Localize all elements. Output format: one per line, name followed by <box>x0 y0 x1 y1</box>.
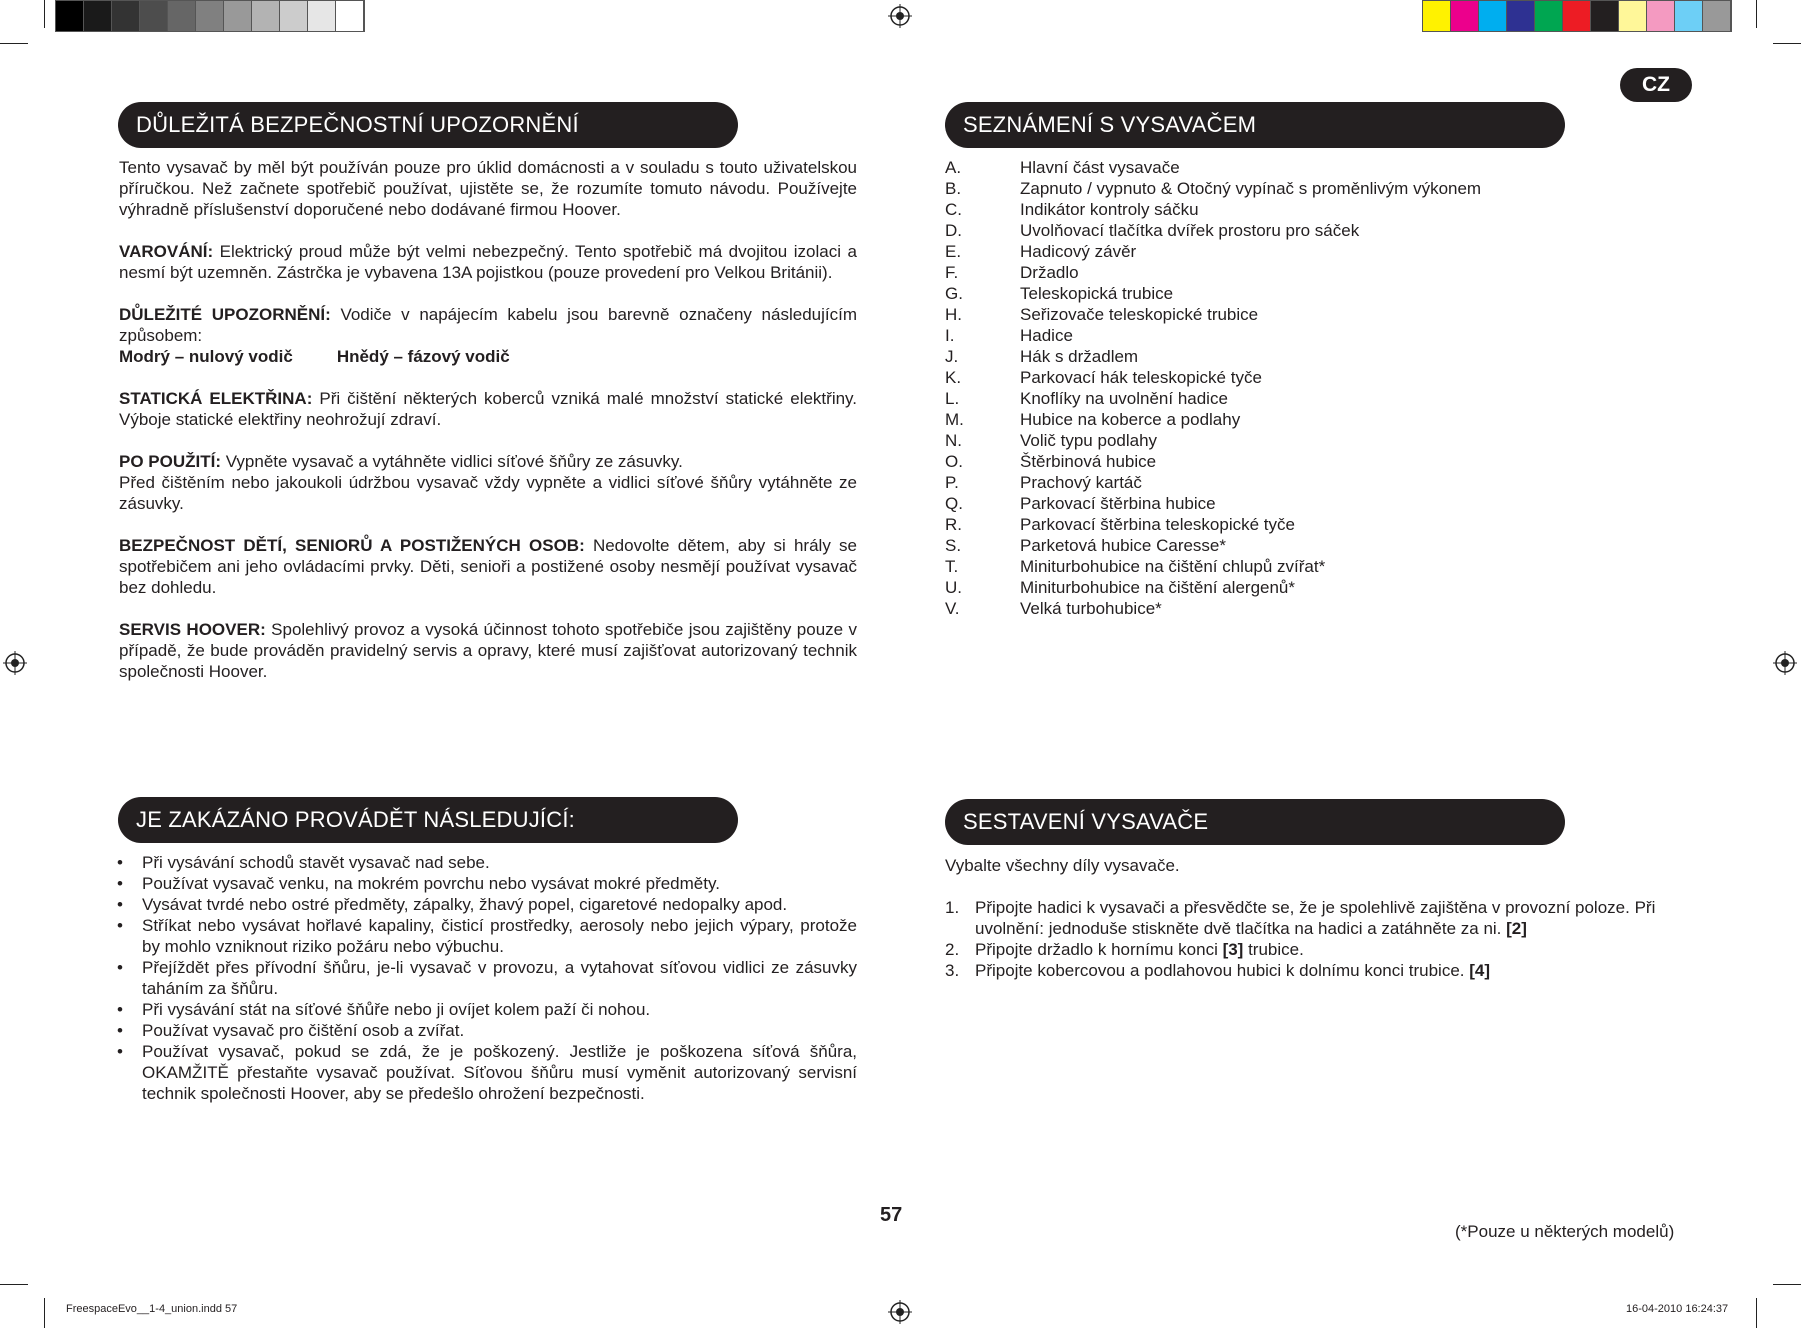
step-text <box>975 897 1685 939</box>
color-swatch <box>1451 1 1479 31</box>
component-letter: U. <box>945 578 962 597</box>
component-item <box>945 556 1665 577</box>
gray-swatch <box>196 1 224 31</box>
language-tab: CZ <box>1620 68 1692 102</box>
component-letter: E. <box>945 242 962 261</box>
component-letter: S. <box>945 536 962 555</box>
component-item <box>945 577 1665 598</box>
component-item <box>945 220 1665 241</box>
color-swatch <box>1703 1 1731 31</box>
forbidden-section-header: JE ZAKÁZÁNO PROVÁDĚT NÁSLEDUJÍCÍ: <box>118 797 738 843</box>
component-item <box>945 346 1665 367</box>
assembly-steps <box>945 897 1685 981</box>
component-name: Zapnuto / vypnuto & Otočný vypínač s proměnlivým výkonem <box>1020 179 1482 198</box>
forbidden-text: Při vysávání stát na síťové šňůře nebo ji ovíjet kolem paží či nohou. <box>142 1000 651 1019</box>
step-body: Připojte držadlo k hornímu konci <box>975 940 1223 959</box>
component-letter: P. <box>945 473 959 492</box>
crop-mark <box>44 0 45 28</box>
registration-mark-icon <box>1773 651 1797 675</box>
component-letter: N. <box>945 431 962 450</box>
forbidden-text: Vysávat tvrdé nebo ostré předměty, zápalky, žhavý popel, cigaretové nedopalky apod. <box>142 895 788 914</box>
component-name: Parkovací štěrbina hubice <box>1020 494 1216 513</box>
important-paragraph: DŮLEŽITÉ UPOZORNĚNÍ: Vodiče v napájecím kabelu jsou barevně označeny následujícím způsobem: <box>119 305 857 345</box>
assembly-section-header: SESTAVENÍ VYSAVAČE <box>945 799 1565 845</box>
component-item <box>945 472 1665 493</box>
crop-mark <box>1773 43 1801 44</box>
component-item <box>945 262 1665 283</box>
gray-swatch <box>112 1 140 31</box>
component-name: Štěrbinová hubice <box>1020 452 1157 471</box>
step-text <box>975 960 1490 981</box>
step-number: 2. <box>945 940 960 959</box>
component-item <box>945 493 1665 514</box>
bullet-icon: • <box>117 1042 123 1061</box>
components-list <box>945 157 1665 619</box>
component-item <box>945 535 1665 556</box>
gray-swatch <box>168 1 196 31</box>
component-item <box>945 304 1665 325</box>
components-section-header: SEZNÁMENÍ S VYSAVAČEM <box>945 102 1565 148</box>
component-name: Miniturbohubice na čištění chlupů zvířat* <box>1020 557 1326 576</box>
color-swatch <box>1647 1 1675 31</box>
color-control-bar <box>1422 0 1732 32</box>
color-swatch <box>1535 1 1563 31</box>
forbidden-text: Používat vysavač, pokud se zdá, že je poškozený. Jestliže je poškozena síťová šňůra, OKAMŽITĚ přestaňte vysavač používat. Síťovou šňůru musí vyměnit autorizovaný servisní technik společnosti Hoover, aby se předešlo ohrožení bezpečnosti. <box>142 1042 857 1103</box>
step-text <box>975 939 1304 960</box>
warning-paragraph: VAROVÁNÍ: Elektrický proud může být velmi nebezpečný. Tento spotřebič má dvojitou izolaci a nesmí být uzemněn. Zástrčka je vybavena 13A pojistkou (pouze provedení pro Velkou Británii). <box>119 242 857 282</box>
forbidden-list <box>117 852 857 1104</box>
bullet-icon: • <box>117 895 123 914</box>
figure-reference: [2] <box>1506 919 1527 938</box>
component-letter: D. <box>945 221 962 240</box>
component-name: Hadice <box>1020 326 1073 345</box>
component-name: Parketová hubice Caresse* <box>1020 536 1227 555</box>
component-name: Hlavní část vysavače <box>1020 158 1180 177</box>
crop-mark <box>1756 0 1757 28</box>
registration-mark-icon <box>3 651 27 675</box>
after-use-paragraph: PO POUŽITÍ: Vypněte vysavač a vytáhněte vidlici síťové šňůry ze zásuvky. <box>119 452 683 471</box>
component-name: Hubice na koberce a podlahy <box>1020 410 1241 429</box>
component-letter: G. <box>945 284 963 303</box>
gray-swatch <box>280 1 308 31</box>
bullet-icon: • <box>117 1000 123 1019</box>
step-number: 1. <box>945 898 960 917</box>
assembly-section <box>945 855 1685 981</box>
bullet-icon: • <box>117 1021 123 1040</box>
component-letter: C. <box>945 200 962 219</box>
component-name: Hák s držadlem <box>1020 347 1139 366</box>
component-letter: Q. <box>945 494 963 513</box>
component-letter: M. <box>945 410 964 429</box>
children-paragraph: BEZPEČNOST DĚTÍ, SENIORŮ A POSTIŽENÝCH OSOB: Nedovolte dětem, aby si hrály se spotřebičem ani jeho ovládacími prvky. Děti, senioři a postižené osoby nesmějí používat vysavač bez dohledu. <box>119 536 857 597</box>
wire-colors <box>119 346 857 367</box>
forbidden-item <box>117 894 857 915</box>
component-item <box>945 283 1665 304</box>
component-item <box>945 598 1665 619</box>
file-slug: FreespaceEvo__1-4_union.indd 57 <box>66 1303 238 1315</box>
component-item <box>945 241 1665 262</box>
page-number: 57 <box>880 1204 903 1226</box>
component-letter: R. <box>945 515 962 534</box>
date-slug: 16-04-2010 16:24:37 <box>1626 1303 1729 1315</box>
color-swatch <box>1619 1 1647 31</box>
component-name: Knoflíky na uvolnění hadice <box>1020 389 1228 408</box>
wire-blue: Modrý – nulový vodič <box>119 347 293 366</box>
component-letter: H. <box>945 305 962 324</box>
static-paragraph: STATICKÁ ELEKTŘINA: Při čištění některých koberců vzniká malé množství statické elektřiny. Výboje statické elektřiny neohrožují zdraví. <box>119 389 858 429</box>
step-body-end: trubice. <box>1243 940 1304 959</box>
assembly-intro: Vybalte všechny díly vysavače. <box>945 856 1180 875</box>
step-number: 3. <box>945 961 960 980</box>
component-letter: B. <box>945 179 962 198</box>
component-letter: J. <box>945 347 959 366</box>
forbidden-item <box>117 873 857 894</box>
component-item <box>945 157 1665 178</box>
component-letter: V. <box>945 599 960 618</box>
forbidden-text: Používat vysavač venku, na mokrém povrchu nebo vysávat mokré předměty. <box>142 874 720 893</box>
crop-mark <box>0 1284 28 1285</box>
component-item <box>945 178 1665 199</box>
component-name: Uvolňovací tlačítka dvířek prostoru pro sáček <box>1020 221 1360 240</box>
component-item <box>945 367 1665 388</box>
crop-mark <box>1756 1298 1757 1328</box>
component-letter: L. <box>945 389 960 408</box>
component-item <box>945 514 1665 535</box>
forbidden-item <box>117 1041 857 1104</box>
color-swatch <box>1591 1 1619 31</box>
component-letter: O. <box>945 452 963 471</box>
component-letter: K. <box>945 368 962 387</box>
component-letter: T. <box>945 557 959 576</box>
component-name: Miniturbohubice na čištění alergenů* <box>1020 578 1296 597</box>
color-swatch <box>1479 1 1507 31</box>
forbidden-item <box>117 957 857 999</box>
registration-mark-icon <box>888 1300 912 1324</box>
component-item <box>945 409 1665 430</box>
forbidden-item <box>117 1020 857 1041</box>
gray-swatch <box>252 1 280 31</box>
assembly-step <box>945 939 1685 960</box>
gray-swatch <box>84 1 112 31</box>
service-paragraph: SERVIS HOOVER: Spolehlivý provoz a vysoká účinnost tohoto spotřebiče jsou zajištěny pouze v případě, že bude prováděn pravidelný servis a opravy, které musí zajišťovat autorizovaný technik společnosti Hoover. <box>119 620 857 681</box>
color-swatch <box>1423 1 1451 31</box>
component-item <box>945 325 1665 346</box>
component-name: Parkovací hák teleskopické tyče <box>1020 368 1262 387</box>
forbidden-text: Přejíždět přes přívodní šňůru, je-li vysavač v provozu, a vytahovat síťovou vidlici ze zásuvky taháním za šňůru. <box>142 958 857 998</box>
forbidden-item <box>117 852 857 873</box>
crop-mark <box>1773 1284 1801 1285</box>
component-name: Hadicový závěr <box>1020 242 1137 261</box>
figure-reference: [3] <box>1222 940 1244 959</box>
color-swatch <box>1563 1 1591 31</box>
step-body: Připojte hadici k vysavači a přesvědčte se, že je spolehlivě zajištěna v provozní poloze. Při uvolnění: jednoduše stiskněte dvě tlačítka na hadici a zatáhněte za ni. <box>975 898 1656 938</box>
safety-section-header: DŮLEŽITÁ BEZPEČNOSTNÍ UPOZORNĚNÍ <box>118 102 738 148</box>
component-item <box>945 388 1665 409</box>
registration-mark-icon <box>888 4 912 28</box>
crop-mark <box>0 43 28 44</box>
forbidden-text: Používat vysavač pro čištění osob a zvířat. <box>142 1021 465 1040</box>
gray-swatch <box>308 1 336 31</box>
bullet-icon: • <box>117 958 123 977</box>
component-name: Volič typu podlahy <box>1020 431 1158 450</box>
forbidden-text: Stříkat nebo vysávat hořlavé kapaliny, čisticí prostředky, aerosoly nebo jejich výpary, protože by mohlo vzniknout riziko požáru nebo výbuchu. <box>142 916 857 956</box>
bullet-icon: • <box>117 874 123 893</box>
after-use-paragraph-2: Před čištěním nebo jakoukoli údržbou vysavač vždy vypněte a vidlici síťové šňůry vytáhněte ze zásuvky. <box>119 473 857 513</box>
safety-section <box>119 157 857 703</box>
component-name: Seřizovače teleskopické trubice <box>1020 305 1259 324</box>
crop-mark <box>44 1298 45 1328</box>
gray-swatch <box>224 1 252 31</box>
component-name: Držadlo <box>1020 263 1079 282</box>
component-letter: F. <box>945 263 959 282</box>
component-name: Velká turbohubice* <box>1020 599 1162 618</box>
gray-swatch <box>140 1 168 31</box>
component-item <box>945 199 1665 220</box>
step-body: Připojte kobercovou a podlahovou hubici k dolnímu konci trubice. <box>975 961 1470 980</box>
forbidden-item <box>117 999 857 1020</box>
assembly-step <box>945 897 1685 939</box>
color-swatch <box>1675 1 1703 31</box>
gray-swatch <box>56 1 84 31</box>
footnote: (*Pouze u některých modelů) <box>1455 1222 1675 1241</box>
bullet-icon: • <box>117 916 123 935</box>
component-item <box>945 430 1665 451</box>
component-name: Parkovací štěrbina teleskopické tyče <box>1020 515 1295 534</box>
safety-intro: Tento vysavač by měl být používán pouze pro úklid domácnosti a v souladu s touto uživatelskou příručkou. Než začnete spotřebič používat, ujistěte se, že rozumíte tomuto návodu. Používejte výhradně příslušenství doporučené nebo dodávané firmou Hoover. <box>119 158 857 219</box>
gray-scale-bar <box>55 0 365 32</box>
component-letter: A. <box>945 158 962 177</box>
assembly-step <box>945 960 1685 981</box>
component-item <box>945 451 1665 472</box>
color-swatch <box>1507 1 1535 31</box>
bullet-icon: • <box>117 853 123 872</box>
component-name: Prachový kartáč <box>1020 473 1142 492</box>
wire-brown: Hnědý – fázový vodič <box>336 347 510 366</box>
component-name: Teleskopická trubice <box>1020 284 1174 303</box>
gray-swatch <box>336 1 364 31</box>
component-letter: I. <box>945 326 955 345</box>
forbidden-item <box>117 915 857 957</box>
component-name: Indikátor kontroly sáčku <box>1020 200 1199 219</box>
figure-reference: [4] <box>1469 961 1491 980</box>
forbidden-text: Při vysávání schodů stavět vysavač nad sebe. <box>142 853 490 872</box>
